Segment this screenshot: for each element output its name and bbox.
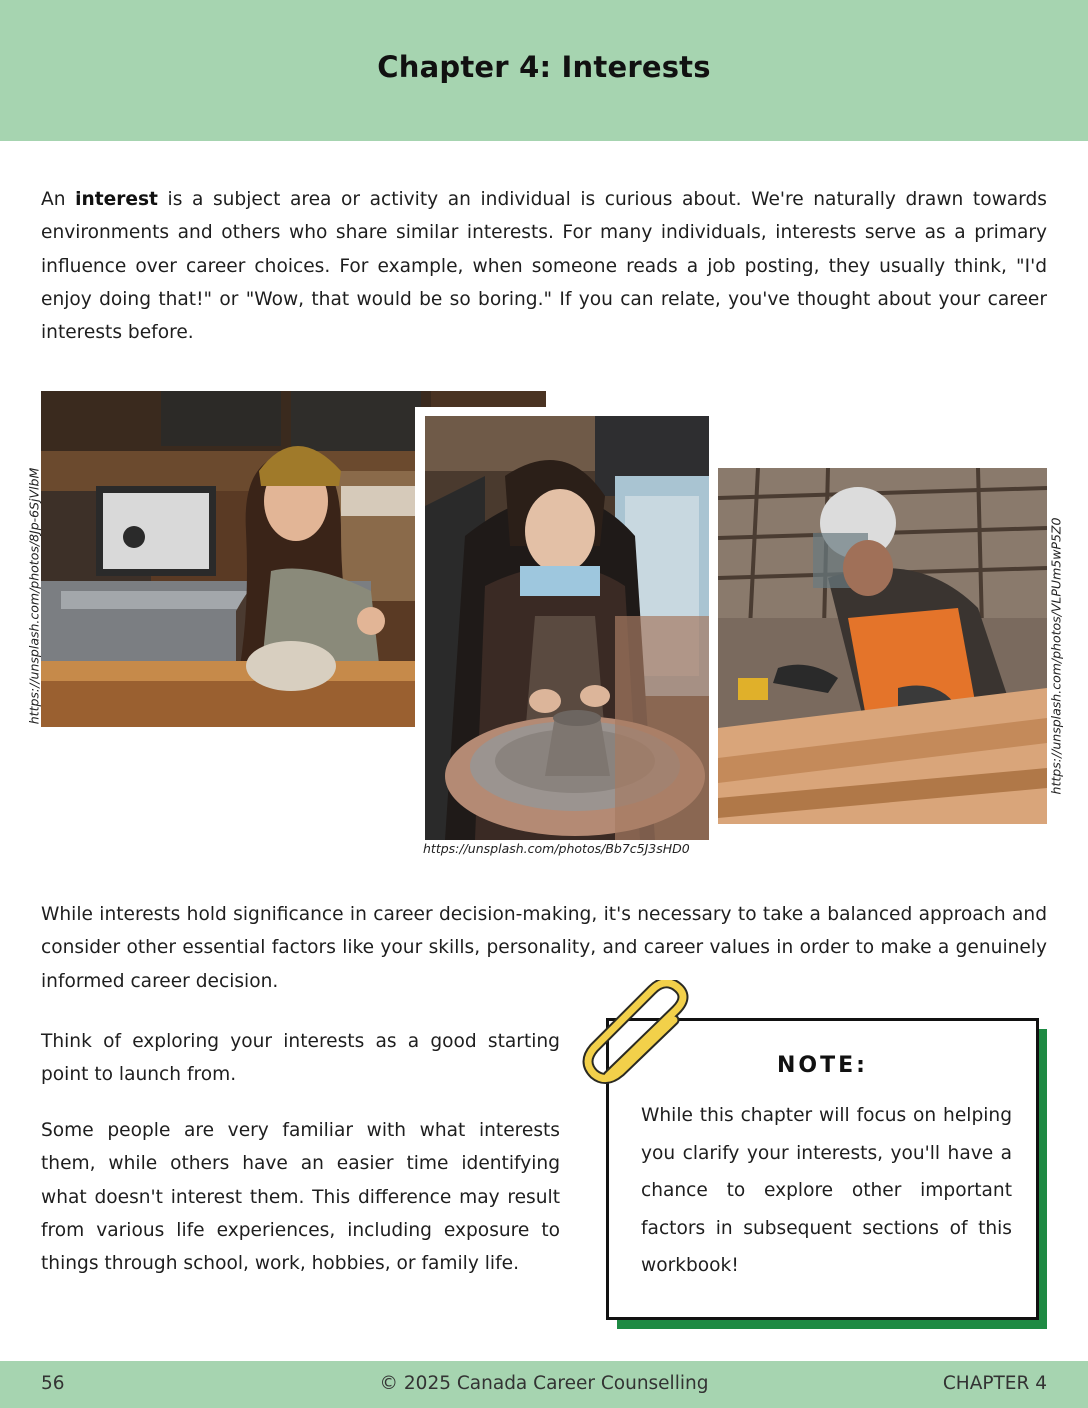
intro-rest: is a subject area or activity an individual is curious about. We're naturally drawn towards environments and others who share similar interests. For many individuals, interests serve as a primary influence over career choices. For example, when someone reads a job posting, they usually think, "I'd enjoy doing that!" or "Wow, that would be so boring." If you can relate, you've thought about your career interests before.	[41, 189, 1047, 344]
intro-lead: An	[41, 189, 76, 210]
balanced-paragraph: While interests hold significance in career decision-making, it's necessary to take a balanced approach and consider other essential factors like your skills, personality, and career values in order to make a genuinely informed career decision.	[41, 904, 1047, 992]
photo-construction	[718, 468, 1047, 824]
familiarity-paragraph: Some people are very familiar with what interests them, while others have an easier time identifying what doesn't interest them. This difference may result from various life experiences, including exposure to things through school, work, hobbies, or family life.	[41, 1120, 560, 1275]
header-band	[0, 0, 1088, 141]
note-text: While this chapter will focus on helping you clarify your interests, you'll have a chance to explore other important factors in subsequent sections of this workbook!	[641, 1105, 1012, 1276]
photo-credit-construction: https://unsplash.com/photos/VLPUm5wP5Z0	[1048, 517, 1064, 795]
intro-term: interest	[75, 189, 158, 210]
footer-copyright: © 2025 Canada Career Counselling	[379, 1373, 709, 1394]
intro-paragraph	[41, 183, 1047, 349]
page-number: 56	[41, 1373, 65, 1394]
footer-band	[0, 1361, 1088, 1408]
paperclip-icon	[578, 980, 708, 1100]
footer-chapter: CHAPTER 4	[942, 1373, 1047, 1394]
chapter-title: Chapter 4: Interests	[377, 50, 711, 84]
photo-credit-barista: https://unsplash.com/photos/8Jp-6SjVlbM	[26, 467, 42, 725]
photo-potter	[425, 416, 709, 840]
photo-credit-potter: https://unsplash.com/photos/Bb7c5J3sHD0	[423, 841, 690, 856]
note-title: NOTE:	[777, 1053, 868, 1078]
starting-point-paragraph: Think of exploring your interests as a good starting point to launch from.	[41, 1031, 560, 1086]
